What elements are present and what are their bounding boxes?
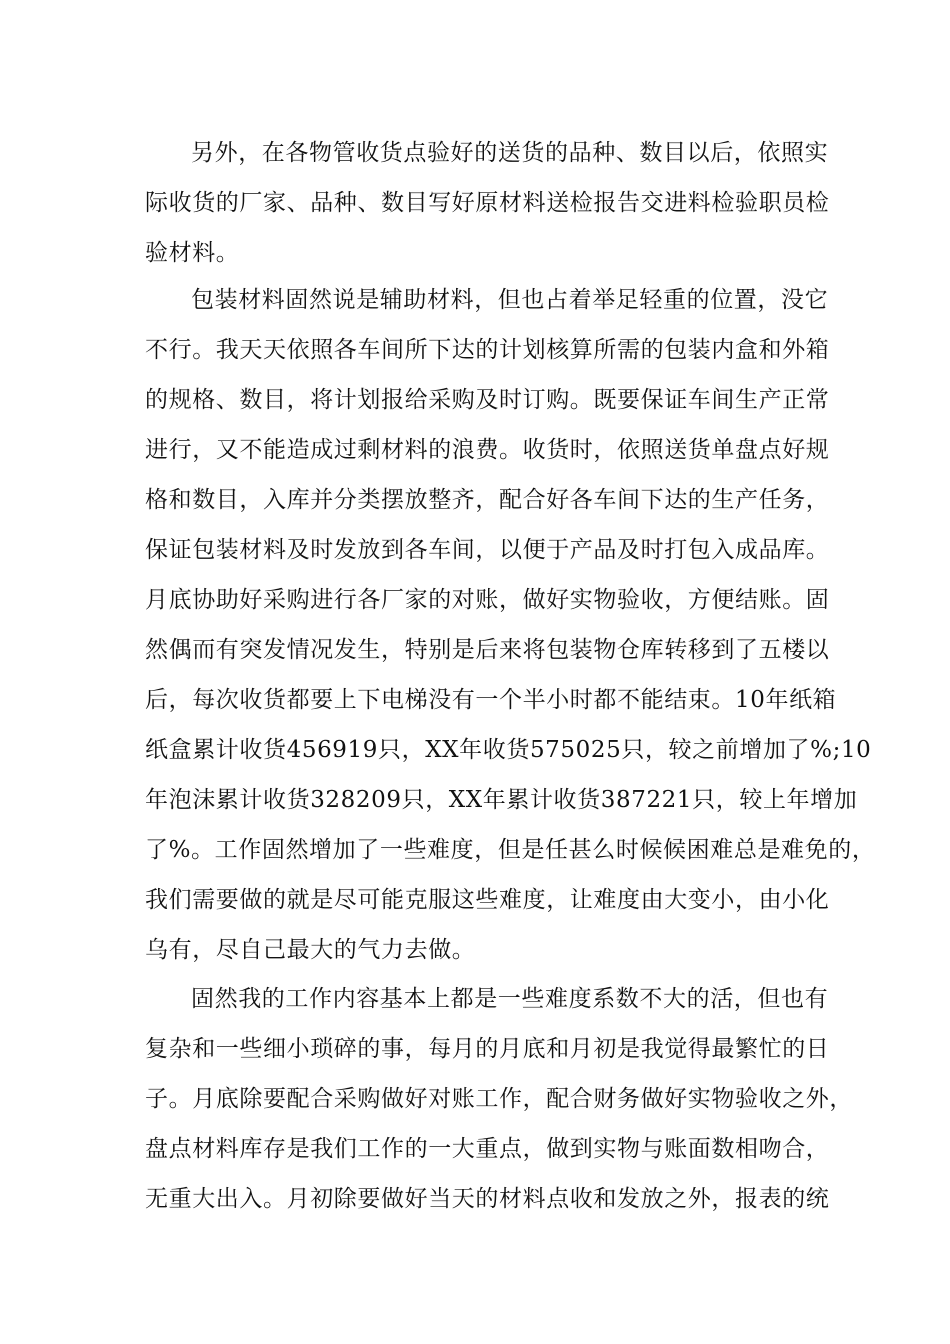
- text-line: 然偶而有突发情况发生，特别是后来将包装物仓库转移到了五楼以: [145, 637, 830, 663]
- text-line: 盘点材料库存是我们工作的一大重点，做到实物与账面数相吻合，: [145, 1136, 830, 1162]
- text-line: 纸盒累计收货456919只，XX年收货575025只，较之前增加了%;10: [145, 737, 872, 763]
- text-line: 我们需要做的就是尽可能克服这些难度，让难度由大变小，由小化: [145, 887, 830, 913]
- text-line: 的规格、数目，将计划报给采购及时订购。既要保证车间生产正常: [145, 387, 830, 413]
- text-line: 不行。我天天依照各车间所下达的计划核算所需的包装内盒和外箱: [145, 337, 830, 363]
- paragraph-receiving-inspection: [145, 128, 830, 278]
- text-line: 复杂和一些细小琐碎的事，每月的月底和月初是我觉得最繁忙的日: [145, 1036, 830, 1062]
- text-line: 包装材料固然说是辅助材料，但也占着举足轻重的位置，没它: [191, 287, 829, 313]
- text-line: 验材料。: [145, 240, 240, 266]
- paragraph-monthly-workload: [145, 974, 853, 1224]
- text-line: 月底协助好采购进行各厂家的对账，做好实物验收，方便结账。固: [145, 587, 830, 613]
- text-line: 无重大出入。月初除要做好当天的材料点收和发放之外，报表的统: [145, 1186, 830, 1212]
- text-line: 进行，又不能造成过剩材料的浪费。收货时，依照送货单盘点好规: [145, 437, 830, 463]
- text-line: 保证包装材料及时发放到各车间，以便于产品及时打包入成品库。: [145, 537, 830, 563]
- text-line: 际收货的厂家、品种、数目写好原材料送检报告交进料检验职员检: [145, 190, 830, 216]
- text-line: 子。月底除要配合采购做好对账工作，配合财务做好实物验收之外，: [145, 1086, 853, 1112]
- text-line: 另外，在各物管收货点验好的送货的品种、数目以后，依照实: [191, 140, 829, 166]
- paragraph-packaging-materials: [145, 275, 876, 975]
- text-line: 固然我的工作内容基本上都是一些难度系数不大的活，但也有: [191, 986, 829, 1012]
- text-line: 年泡沫累计收货328209只，XX年累计收货387221只，较上年增加: [145, 787, 858, 813]
- text-line: 乌有，尽自己最大的气力去做。: [145, 937, 476, 963]
- text-line: 了%。工作固然增加了一些难度，但是任甚么时候候困难总是难免的，: [145, 837, 876, 863]
- text-line: 格和数目，入库并分类摆放整齐，配合好各车间下达的生产任务，: [145, 487, 830, 513]
- text-line: 后，每次收货都要上下电梯没有一个半小时都不能结束。10年纸箱: [145, 687, 837, 713]
